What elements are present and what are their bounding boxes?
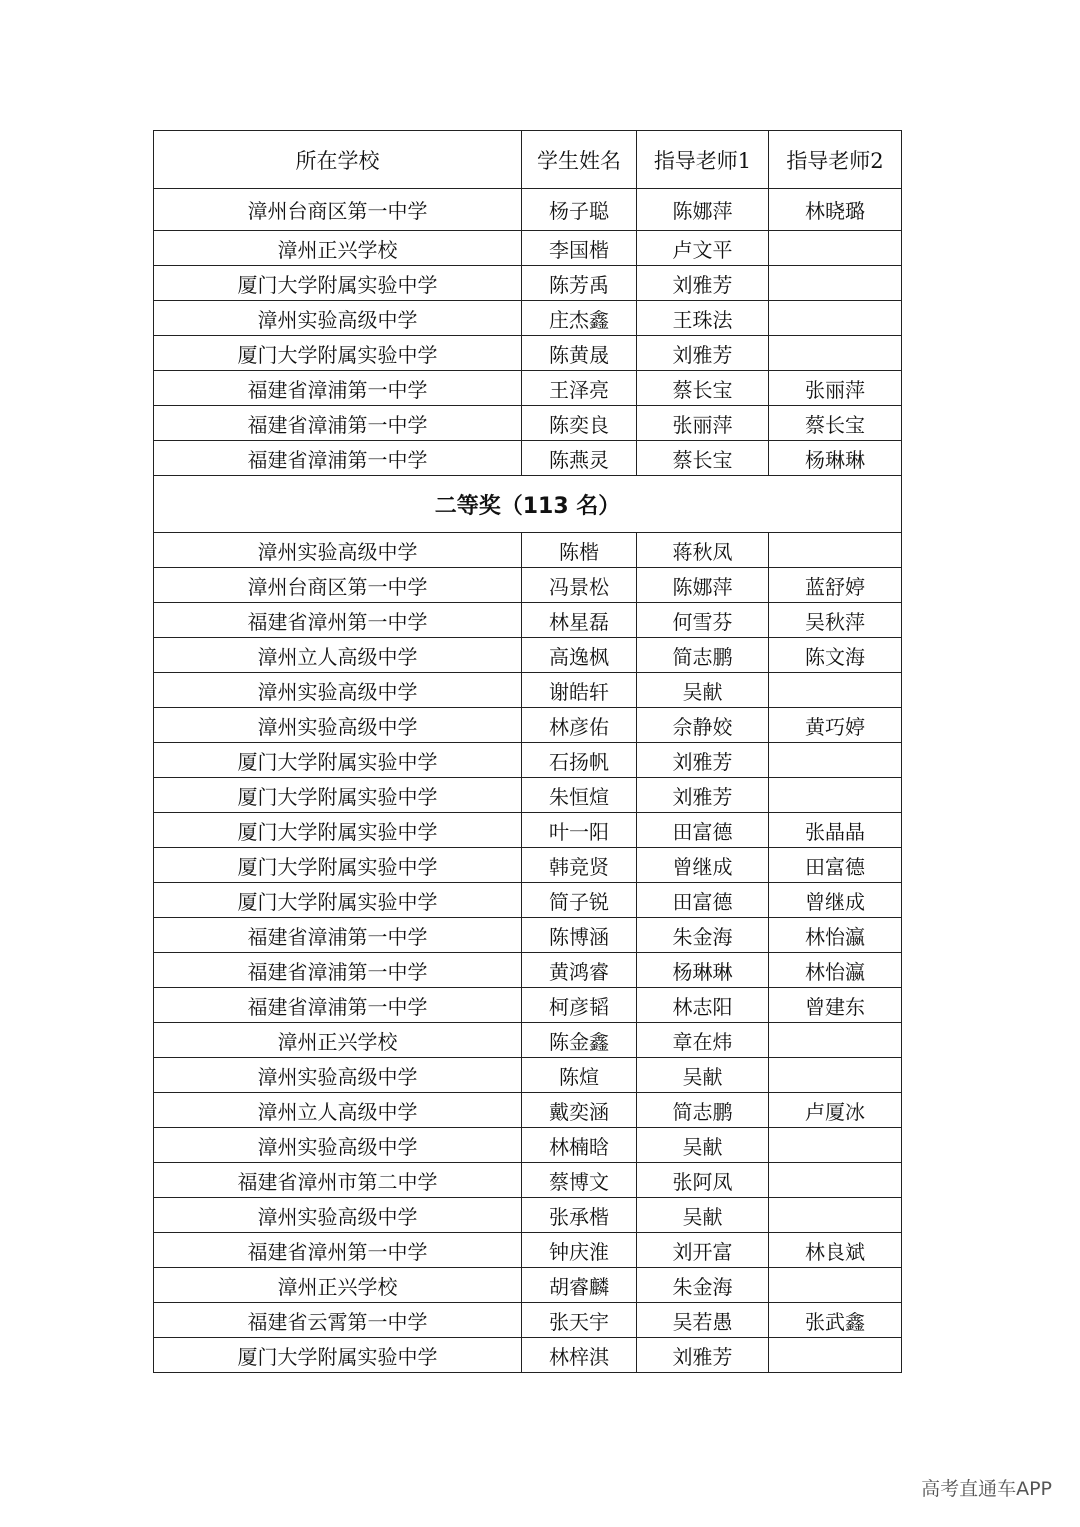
school-cell: 漳州实验高级中学	[154, 1128, 522, 1163]
student-name-cell: 戴奕涵	[522, 1093, 637, 1128]
table-row	[154, 1128, 902, 1163]
teacher-1-cell: 王珠法	[637, 301, 769, 336]
student-name-cell: 简子锐	[522, 883, 637, 918]
student-name-cell: 钟庆淮	[522, 1233, 637, 1268]
student-name-cell: 谢皓轩	[522, 673, 637, 708]
awards-table	[153, 130, 902, 1373]
teacher-1-cell: 蔡长宝	[637, 441, 769, 476]
student-name-cell: 张承楷	[522, 1198, 637, 1233]
teacher-1-cell: 卢文平	[637, 231, 769, 266]
table-row	[154, 603, 902, 638]
teacher-1-cell: 章在炜	[637, 1023, 769, 1058]
teacher-1-cell: 张阿凤	[637, 1163, 769, 1198]
school-cell: 厦门大学附属实验中学	[154, 336, 522, 371]
school-cell: 漳州实验高级中学	[154, 1058, 522, 1093]
teacher-2-cell: 曾继成	[769, 883, 902, 918]
table-row	[154, 883, 902, 918]
student-name-cell: 林彦佑	[522, 708, 637, 743]
teacher-1-cell: 吴献	[637, 1058, 769, 1093]
school-cell: 厦门大学附属实验中学	[154, 778, 522, 813]
teacher-1-cell: 田富德	[637, 883, 769, 918]
teacher-2-cell: 卢厦冰	[769, 1093, 902, 1128]
header-student: 学生姓名	[522, 131, 637, 189]
student-name-cell: 陈奕良	[522, 406, 637, 441]
school-cell: 漳州实验高级中学	[154, 708, 522, 743]
teacher-1-cell: 朱金海	[637, 1268, 769, 1303]
teacher-1-cell: 吴献	[637, 1198, 769, 1233]
teacher-2-cell	[769, 743, 902, 778]
teacher-1-cell: 张丽萍	[637, 406, 769, 441]
school-cell: 厦门大学附属实验中学	[154, 813, 522, 848]
student-name-cell: 蔡博文	[522, 1163, 637, 1198]
teacher-1-cell: 简志鹏	[637, 1093, 769, 1128]
teacher-1-cell: 吴献	[637, 1128, 769, 1163]
table-row	[154, 1163, 902, 1198]
table-row	[154, 441, 902, 476]
section-row	[154, 476, 902, 533]
teacher-1-cell: 吴献	[637, 673, 769, 708]
student-name-cell: 陈燕灵	[522, 441, 637, 476]
school-cell: 厦门大学附属实验中学	[154, 848, 522, 883]
teacher-2-cell	[769, 1128, 902, 1163]
table-row	[154, 336, 902, 371]
school-cell: 福建省漳浦第一中学	[154, 441, 522, 476]
teacher-1-cell: 陈娜萍	[637, 568, 769, 603]
school-cell: 漳州实验高级中学	[154, 1198, 522, 1233]
teacher-2-cell	[769, 301, 902, 336]
teacher-2-cell	[769, 1058, 902, 1093]
school-cell: 漳州正兴学校	[154, 1023, 522, 1058]
header-teacher-2: 指导老师2	[769, 131, 902, 189]
teacher-2-cell	[769, 778, 902, 813]
table-row	[154, 301, 902, 336]
teacher-2-cell: 田富德	[769, 848, 902, 883]
teacher-2-cell: 林晓璐	[769, 189, 902, 231]
table-row	[154, 673, 902, 708]
student-name-cell: 柯彦韬	[522, 988, 637, 1023]
table-row	[154, 708, 902, 743]
student-name-cell: 高逸枫	[522, 638, 637, 673]
school-cell: 福建省漳浦第一中学	[154, 953, 522, 988]
school-cell: 漳州实验高级中学	[154, 673, 522, 708]
teacher-2-cell: 林良斌	[769, 1233, 902, 1268]
teacher-2-cell: 杨琳琳	[769, 441, 902, 476]
school-cell: 福建省漳浦第一中学	[154, 371, 522, 406]
student-name-cell: 林星磊	[522, 603, 637, 638]
table-row	[154, 1338, 902, 1373]
student-name-cell: 陈芳禹	[522, 266, 637, 301]
school-cell: 厦门大学附属实验中学	[154, 1338, 522, 1373]
teacher-2-cell: 曾建东	[769, 988, 902, 1023]
table-row	[154, 1303, 902, 1338]
teacher-1-cell: 蒋秋凤	[637, 533, 769, 568]
table-row	[154, 406, 902, 441]
teacher-2-cell	[769, 1023, 902, 1058]
student-name-cell: 韩竞贤	[522, 848, 637, 883]
table-row	[154, 743, 902, 778]
student-name-cell: 林楠晗	[522, 1128, 637, 1163]
school-cell: 漳州台商区第一中学	[154, 568, 522, 603]
student-name-cell: 胡睿麟	[522, 1268, 637, 1303]
teacher-1-cell: 田富德	[637, 813, 769, 848]
teacher-2-cell: 黄巧婷	[769, 708, 902, 743]
student-name-cell: 陈金鑫	[522, 1023, 637, 1058]
table-row	[154, 371, 902, 406]
teacher-1-cell: 林志阳	[637, 988, 769, 1023]
student-name-cell: 庄杰鑫	[522, 301, 637, 336]
student-name-cell: 黄鸿睿	[522, 953, 637, 988]
table-row	[154, 953, 902, 988]
table-row	[154, 848, 902, 883]
teacher-1-cell: 陈娜萍	[637, 189, 769, 231]
school-cell: 福建省漳浦第一中学	[154, 988, 522, 1023]
section-title: 二等奖（113 名）	[154, 476, 902, 533]
table-body	[154, 189, 902, 1373]
teacher-1-cell: 曾继成	[637, 848, 769, 883]
school-cell: 漳州正兴学校	[154, 231, 522, 266]
school-cell: 福建省漳浦第一中学	[154, 918, 522, 953]
teacher-2-cell: 蔡长宝	[769, 406, 902, 441]
student-name-cell: 陈黄晟	[522, 336, 637, 371]
student-name-cell: 张天宇	[522, 1303, 637, 1338]
table-row	[154, 189, 902, 231]
table-row	[154, 568, 902, 603]
school-cell: 漳州实验高级中学	[154, 301, 522, 336]
table-row	[154, 1058, 902, 1093]
student-name-cell: 叶一阳	[522, 813, 637, 848]
table-row	[154, 1023, 902, 1058]
table-row	[154, 778, 902, 813]
teacher-2-cell: 林怡瀛	[769, 918, 902, 953]
school-cell: 福建省漳州市第二中学	[154, 1163, 522, 1198]
student-name-cell: 朱恒煊	[522, 778, 637, 813]
table-row	[154, 533, 902, 568]
table-row	[154, 266, 902, 301]
school-cell: 厦门大学附属实验中学	[154, 883, 522, 918]
student-name-cell: 陈博涵	[522, 918, 637, 953]
student-name-cell: 冯景松	[522, 568, 637, 603]
teacher-2-cell: 吴秋萍	[769, 603, 902, 638]
school-cell: 漳州台商区第一中学	[154, 189, 522, 231]
teacher-2-cell: 张晶晶	[769, 813, 902, 848]
school-cell: 漳州正兴学校	[154, 1268, 522, 1303]
teacher-1-cell: 朱金海	[637, 918, 769, 953]
school-cell: 福建省漳州第一中学	[154, 1233, 522, 1268]
teacher-1-cell: 刘雅芳	[637, 266, 769, 301]
student-name-cell: 石扬帆	[522, 743, 637, 778]
teacher-1-cell: 吴若愚	[637, 1303, 769, 1338]
table-row	[154, 1268, 902, 1303]
table-row	[154, 638, 902, 673]
teacher-1-cell: 刘雅芳	[637, 778, 769, 813]
teacher-2-cell	[769, 231, 902, 266]
student-name-cell: 陈楷	[522, 533, 637, 568]
header-teacher-1: 指导老师1	[637, 131, 769, 189]
teacher-2-cell: 陈文海	[769, 638, 902, 673]
student-name-cell: 林梓淇	[522, 1338, 637, 1373]
table-row	[154, 918, 902, 953]
student-name-cell: 陈煊	[522, 1058, 637, 1093]
table-row	[154, 1233, 902, 1268]
teacher-2-cell	[769, 1268, 902, 1303]
teacher-2-cell: 林怡瀛	[769, 953, 902, 988]
header-school: 所在学校	[154, 131, 522, 189]
header-row	[154, 131, 902, 189]
table-row	[154, 1198, 902, 1233]
table-row	[154, 231, 902, 266]
teacher-1-cell: 刘雅芳	[637, 1338, 769, 1373]
teacher-1-cell: 佘静姣	[637, 708, 769, 743]
teacher-2-cell	[769, 533, 902, 568]
teacher-2-cell	[769, 673, 902, 708]
teacher-1-cell: 刘雅芳	[637, 336, 769, 371]
table-row	[154, 988, 902, 1023]
school-cell: 福建省云霄第一中学	[154, 1303, 522, 1338]
teacher-2-cell	[769, 336, 902, 371]
student-name-cell: 李国楷	[522, 231, 637, 266]
teacher-1-cell: 杨琳琳	[637, 953, 769, 988]
school-cell: 漳州实验高级中学	[154, 533, 522, 568]
student-name-cell: 杨子聪	[522, 189, 637, 231]
teacher-2-cell	[769, 1338, 902, 1373]
teacher-1-cell: 蔡长宝	[637, 371, 769, 406]
teacher-2-cell	[769, 1163, 902, 1198]
teacher-2-cell	[769, 1198, 902, 1233]
table-row	[154, 813, 902, 848]
teacher-1-cell: 刘雅芳	[637, 743, 769, 778]
teacher-1-cell: 刘开富	[637, 1233, 769, 1268]
school-cell: 漳州立人高级中学	[154, 1093, 522, 1128]
watermark: 高考直通车APP	[921, 1478, 1052, 1500]
table-row	[154, 1093, 902, 1128]
teacher-2-cell: 张丽萍	[769, 371, 902, 406]
school-cell: 厦门大学附属实验中学	[154, 266, 522, 301]
teacher-2-cell	[769, 266, 902, 301]
student-name-cell: 王泽亮	[522, 371, 637, 406]
school-cell: 福建省漳浦第一中学	[154, 406, 522, 441]
school-cell: 福建省漳州第一中学	[154, 603, 522, 638]
school-cell: 漳州立人高级中学	[154, 638, 522, 673]
teacher-1-cell: 简志鹏	[637, 638, 769, 673]
school-cell: 厦门大学附属实验中学	[154, 743, 522, 778]
teacher-2-cell: 张武鑫	[769, 1303, 902, 1338]
teacher-2-cell: 蓝舒婷	[769, 568, 902, 603]
teacher-1-cell: 何雪芬	[637, 603, 769, 638]
